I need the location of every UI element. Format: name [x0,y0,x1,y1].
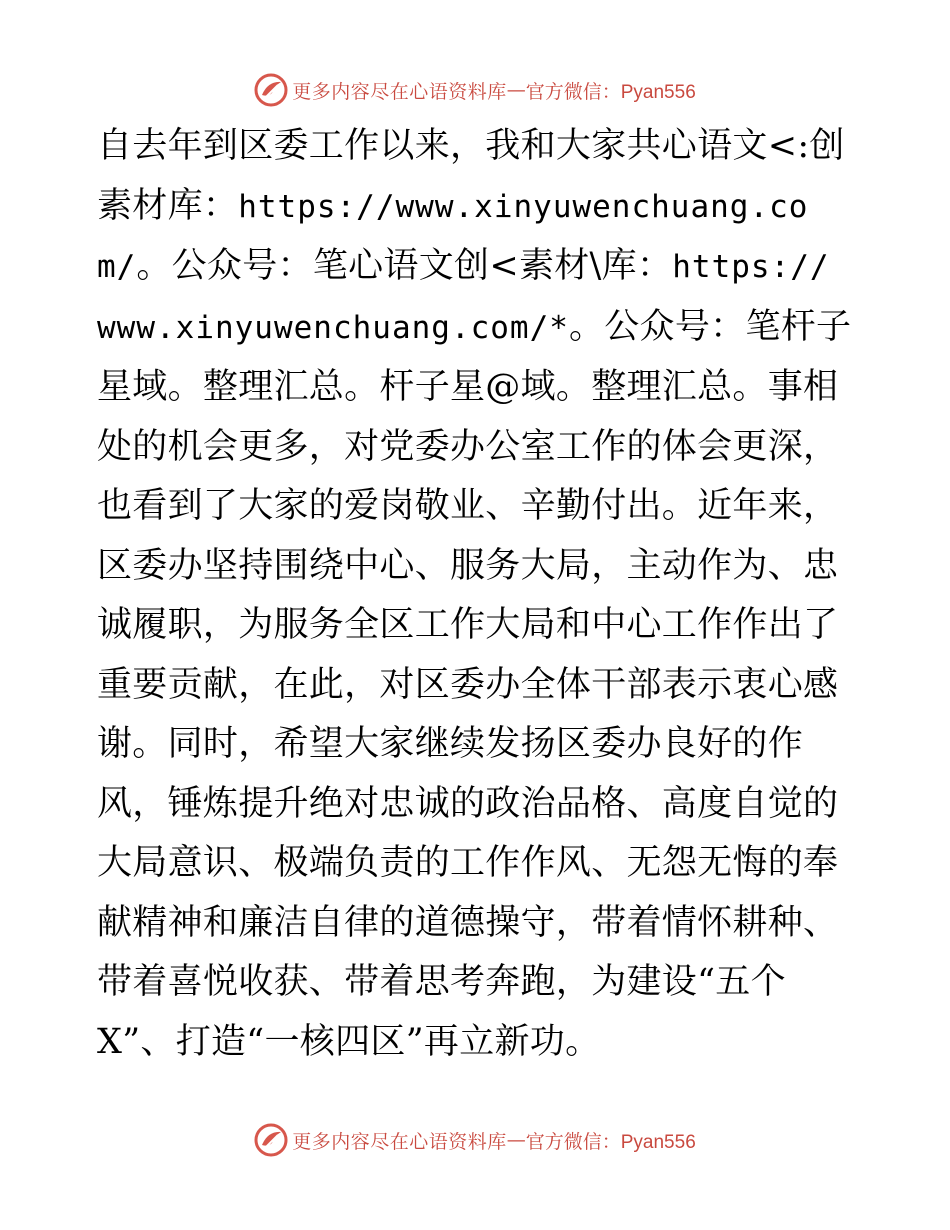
body-url: https://www.xinyuwenchuang.com/ [97,188,809,285]
banner-title: 更多内容尽在心语资料库 [292,80,507,103]
body-text-segment: 。公众号：笔杆子星域。整理汇总。杆子星@域。整理汇总。事相处的机会更多，对党委办公室工作的体会更深，也看到了大家的爱岗敬业、辛勤付出。近年来，区委办坚持围绕中心、服务大局，主动作为、忠诚履职，为服务全区工作大局和中心工作作出了重要贡献，在此，对区委办全体干部表示衷心感谢。同时，希望大家继续发扬区委办良好的作风，锤炼提升绝对忠诚的政治品格、高度自觉的大局意识、极端负责的工作作风、无怨无悔的奉献精神和廉洁自律的道德操守，带着情怀耕种、带着喜悦收获、带着思考奔跑，为建设“五个X”、打造“一核四区”再立新功。 [97,306,852,1062]
brand-logo-icon [254,73,288,107]
brand-logo-icon [254,1123,288,1157]
body-url: www.xinyuwenchuang.com/* [97,309,569,346]
body-paragraph [97,117,853,1072]
body-text-segment: 。公众号：笔心语文创<素材\库： [136,246,673,286]
banner-wechat: 官方微信：Pyan556 [525,1131,696,1153]
banner-separator: — [506,1129,526,1151]
body-url: https:// [672,249,830,285]
banner-wechat: 官方微信：Pyan556 [525,81,696,103]
body-text-segment: 自去年到区委工作以来，我和大家共心语文<:创素材库： [97,126,845,226]
banner-title: 更多内容尽在心语资料库 [292,1130,507,1153]
banner-separator: — [506,79,526,101]
footer-banner [0,1120,950,1160]
header-banner [0,70,950,110]
